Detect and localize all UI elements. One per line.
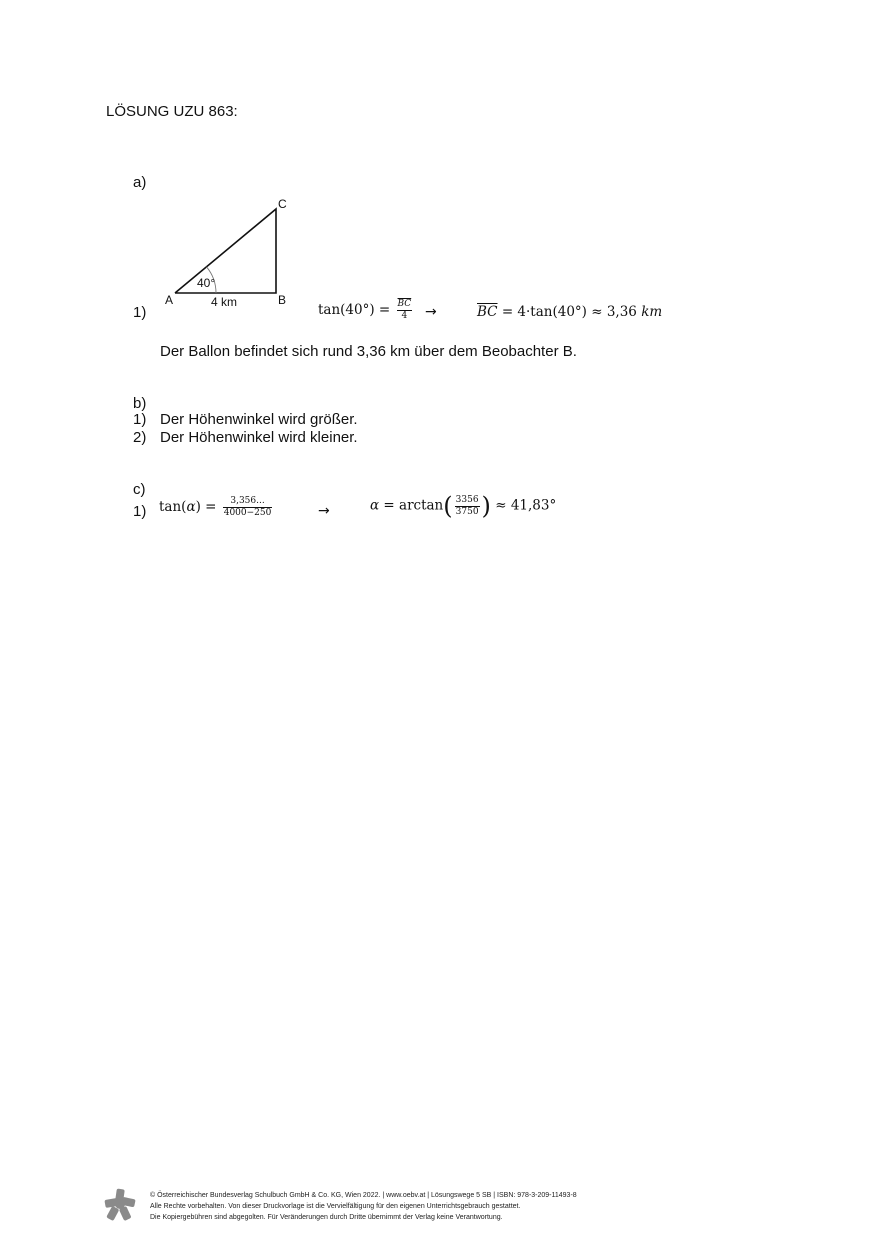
part-c-item-1-number: 1) xyxy=(133,503,147,520)
part-b-label: b) xyxy=(133,395,147,412)
footer-rights: Alle Rechte vorbehalten. Von dieser Druckvorlage ist die Vervielfältigung für den eigenen Unterrichtsgebrauch gestattet. xyxy=(150,1203,521,1210)
vertex-label-c: C xyxy=(278,197,287,211)
equation-tan-alpha-var: α xyxy=(186,499,196,515)
equation-tan-alpha xyxy=(159,496,274,519)
part-a-label: a) xyxy=(133,174,147,191)
oebv-logo-icon xyxy=(104,1188,136,1222)
fraction-numerator: 3356 xyxy=(455,494,479,505)
equation-alpha-var: α xyxy=(370,497,380,514)
base-length-label: 4 km xyxy=(211,295,238,309)
part-c-label: c) xyxy=(133,481,146,498)
equation-tan-alpha-fn: tan( xyxy=(159,499,187,515)
fraction-bc-over-4 xyxy=(397,299,413,322)
part-b-item-1-number: 1) xyxy=(133,411,147,428)
part-b-item-2-number: 2) xyxy=(133,429,147,446)
fraction-arctan xyxy=(455,495,480,518)
fraction-numerator: 3,356... xyxy=(223,496,273,508)
equation-bc-rhs: = 4·tan(40°) ≈ 3,36 xyxy=(501,304,637,320)
equation-alpha-arctan: = arctan xyxy=(383,497,444,514)
fraction-denominator: 4000−250 xyxy=(223,508,272,518)
equation-tan-alpha-end: ) = xyxy=(195,499,217,515)
part-b-item-2-text: Der Höhenwinkel wird kleiner. xyxy=(160,429,358,446)
vertex-label-a: A xyxy=(165,293,174,307)
segment-bc: $\overline{BC}$ xyxy=(477,304,498,320)
fraction-tan-alpha xyxy=(223,496,273,519)
equation-tan-40-lhs: tan(40°) = xyxy=(318,302,391,318)
left-paren: ( xyxy=(443,492,453,520)
footer-copyright: © Österreichischer Bundesverlag Schulbuch GmbH & Co. KG, Wien 2022. | www.oebv.at | Lösungswege 5 SB | ISBN: 978-3-209-11493-8 xyxy=(150,1192,577,1199)
footer-disclaimer: Die Kopiergebühren sind abgegolten. Für Veränderungen durch Dritte übernimmt der Verlag keine Verantwortung. xyxy=(150,1214,503,1221)
equation-alpha-result xyxy=(370,494,556,518)
equation-bc-result xyxy=(477,304,662,320)
fraction-numerator: $\overline{BC}$ xyxy=(397,299,412,309)
fraction-denominator: 4 xyxy=(401,311,408,321)
right-paren: ) xyxy=(481,492,491,520)
part-a-answer: Der Ballon befindet sich rund 3,36 km über dem Beobachter B. xyxy=(160,343,577,360)
page-title: LÖSUNG UZU 863: xyxy=(106,103,238,120)
part-b-item-1-text: Der Höhenwinkel wird größer. xyxy=(160,411,358,428)
fraction-denominator: 3750 xyxy=(455,506,479,517)
triangle-diagram xyxy=(0,0,890,330)
part-a-item-1-number: 1) xyxy=(133,304,147,321)
triangle-outline xyxy=(175,209,276,293)
implies-arrow-icon: → xyxy=(425,304,437,320)
angle-label: 40° xyxy=(197,276,216,290)
implies-arrow-icon: → xyxy=(318,503,330,519)
equation-bc-unit: km xyxy=(641,304,663,320)
equation-tan-40 xyxy=(318,299,414,322)
equation-alpha-result-value: ≈ 41,83° xyxy=(495,497,557,514)
vertex-label-b: B xyxy=(278,293,287,307)
